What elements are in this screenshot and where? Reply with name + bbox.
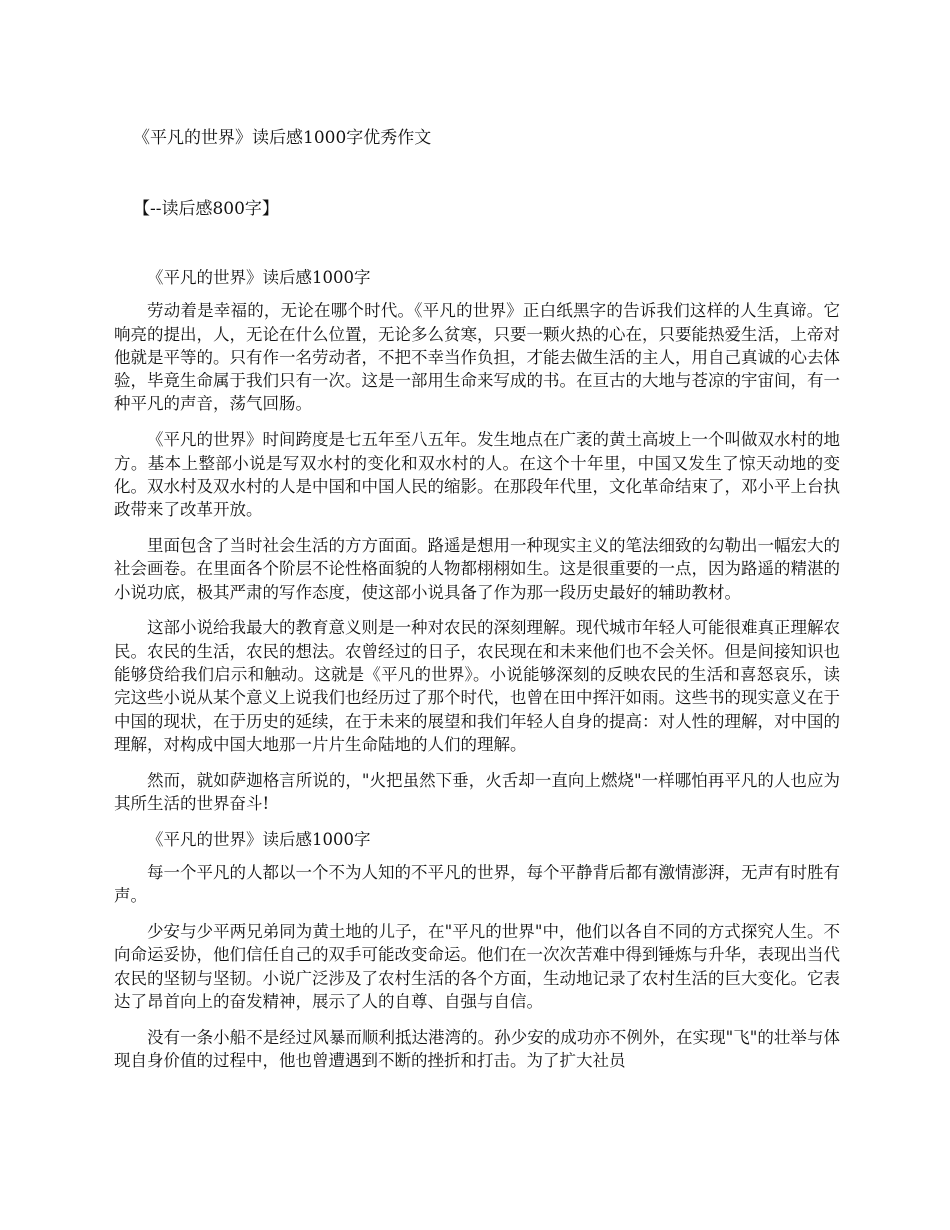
paragraph: 劳动着是幸福的，无论在哪个时代。《平凡的世界》正白纸黑字的告诉我们这样的人生真谛。它响亮的提出，人，无论在什么位置，无论多么贫寒，只要一颗火热的心在，只要能热爱生活，上帝对他就是平等的。只有作一名劳动者，不把不幸当作负担，才能去做生活的主人，用自己真诚的心去体验，毕竟生命属于我们只有一次。这是一部用生命来写成的书。在亘古的大地与苍凉的宇宙间，有一种平凡的声音，荡气回肠。 — [114, 301, 840, 414]
document-title: 《平凡的世界》读后感1000字优秀作文 — [133, 128, 432, 148]
article-subheading: 《平凡的世界》读后感1000字 — [147, 829, 371, 849]
paragraph: 然而，就如萨迦格言所说的，"火把虽然下垂，火舌却一直向上燃烧"一样哪怕再平凡的人也应为其所生活的世界奋斗! — [114, 770, 840, 813]
paragraph: 里面包含了当时社会生活的方方面面。路遥是想用一种现实主义的笔法细致的勾勒出一幅宏大的社会画卷。在里面各个阶层不论性格面貌的人物都栩栩如生。这是很重要的一点，因为路遥的精湛的小说功底，极其严肃的写作态度，使这部小说具备了作为那一段历史最好的辅助教材。 — [114, 535, 840, 602]
paragraph: 每一个平凡的人都以一个不为人知的不平凡的世界，每个平静背后都有激情澎湃，无声有时胜有声。 — [114, 863, 840, 906]
section-label: 【--读后感800字】 — [133, 199, 279, 219]
paragraph: 《平凡的世界》时间跨度是七五年至八五年。发生地点在广袤的黄土高坡上一个叫做双水村的地方。基本上整部小说是写双水村的变化和双水村的人。在这个十年里，中国又发生了惊天动地的变化。双水村及双水村的人是中国和中国人民的缩影。在那段年代里，文化革命结束了，邓小平上台执政带来了改革开放。 — [114, 430, 840, 520]
paragraph: 少安与少平两兄弟同为黄土地的儿子，在"平凡的世界"中，他们以各自不同的方式探究人生。不向命运妥协，他们信任自己的双手可能改变命运。他们在一次次苦难中得到锤炼与升华，表现出当代农民的坚韧与坚韧。小说广泛涉及了农村生活的各个方面，生动地记录了农村生活的巨大变化。它表达了昂首向上的奋发精神，展示了人的自尊、自强与自信。 — [114, 922, 840, 1012]
article-subheading: 《平凡的世界》读后感1000字 — [147, 268, 371, 287]
article-body — [114, 266, 840, 1085]
paragraph: 这部小说给我最大的教育意义则是一种对农民的深刻理解。现代城市年轻人可能很难真正理解农民。农民的生活，农民的想法。农曾经过的日子，农民现在和未来他们也不会关怀。但是间接知识也能够贷给我们启示和触动。这就是《平凡的世界》。小说能够深刻的反映农民的生活和喜怒哀乐，读完这些小说从某个意义上说我们也经历过了那个时代，也曾在田中挥汗如雨。这些书的现实意义在于中国的现状，在于历史的延续，在于未来的展望和我们年轻人自身的提高：对人性的理解，对中国的理解，对构成中国大地那一片片生命陆地的人们的理解。 — [114, 618, 840, 754]
paragraph: 没有一条小船不是经过风暴而顺利抵达港湾的。孙少安的成功亦不例外，在实现"飞"的壮举与体现自身价值的过程中，他也曾遭遇到不断的挫折和打击。为了扩大社员 — [114, 1027, 840, 1071]
